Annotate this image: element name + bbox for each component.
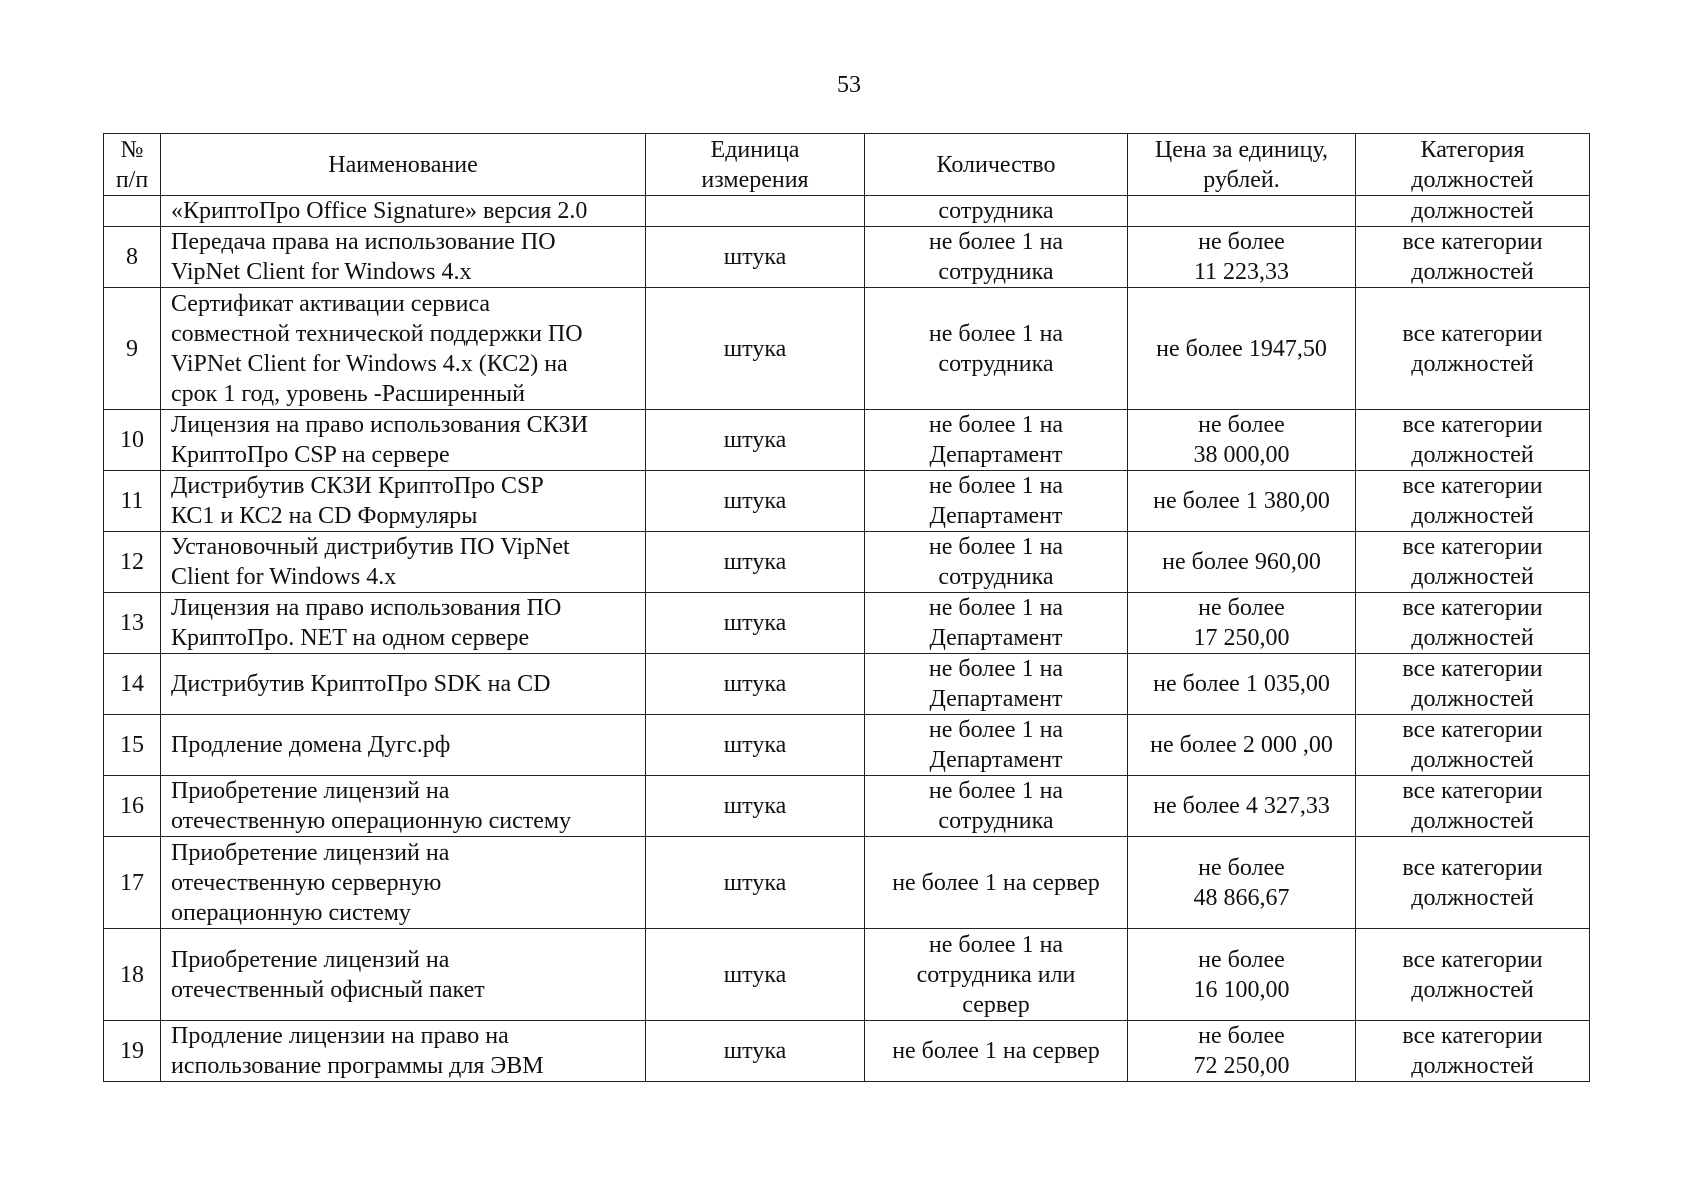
cell-line: все категории <box>1402 534 1543 560</box>
cell-line: не более <box>1198 229 1285 255</box>
cell-name <box>161 715 646 776</box>
cell-line: Передача права на использование ПО <box>171 229 556 255</box>
cell-price <box>1128 1021 1356 1082</box>
cell-line: все категории <box>1402 1023 1543 1049</box>
cell-line: все категории <box>1402 854 1543 881</box>
cell-qty <box>865 410 1128 471</box>
cell-line: не более 2 000 ,00 <box>1150 732 1333 758</box>
cell-line: 15 <box>120 732 144 758</box>
cell-line: все категории <box>1402 595 1543 621</box>
cell-price <box>1128 715 1356 776</box>
cell-line: КС1 и КС2 на CD Формуляры <box>171 503 478 529</box>
cell-line: должностей <box>1411 747 1534 773</box>
cell-line: должностей <box>1411 350 1534 377</box>
cell-unit <box>646 471 865 532</box>
cell-line: должностей <box>1411 1053 1534 1079</box>
cell-line: сотрудника <box>938 198 1054 224</box>
cell-unit <box>646 776 865 837</box>
cell-qty <box>865 837 1128 929</box>
cell-num <box>104 654 161 715</box>
table-header <box>104 134 1590 196</box>
cell-line: операционную систему <box>171 899 411 926</box>
cell-line: 10 <box>120 427 144 453</box>
cell-num <box>104 227 161 288</box>
cell-category <box>1356 837 1590 929</box>
header-unit <box>646 134 865 196</box>
cell-name <box>161 410 646 471</box>
cell-line: отечественный офисный пакет <box>171 976 485 1003</box>
cell-line: не более 1 на <box>928 473 1064 499</box>
cell-num <box>104 410 161 471</box>
cell-qty <box>865 288 1128 410</box>
cell-line: № <box>120 136 144 163</box>
cell-line: все категории <box>1402 946 1543 973</box>
cell-name <box>161 654 646 715</box>
cell-line: 72 250,00 <box>1193 1053 1290 1079</box>
cell-price <box>1128 410 1356 471</box>
table-row <box>104 532 1590 593</box>
cell-category <box>1356 410 1590 471</box>
cell-line: совместной технической поддержки ПО <box>171 320 583 347</box>
cell-line: штука <box>723 732 787 758</box>
cell-line: Приобретение лицензий на <box>171 778 450 804</box>
cell-line: не более <box>1198 595 1285 621</box>
table-row <box>104 1021 1590 1082</box>
cell-name <box>161 593 646 654</box>
cell-category <box>1356 654 1590 715</box>
cell-line: сотрудника <box>938 808 1054 834</box>
cell-num <box>104 288 161 410</box>
cell-line: все категории <box>1402 717 1543 743</box>
cell-num <box>104 196 161 227</box>
cell-price <box>1128 593 1356 654</box>
cell-line: 16 100,00 <box>1193 976 1290 1003</box>
cell-line: должностей <box>1411 198 1534 224</box>
cell-qty <box>865 776 1128 837</box>
cell-name <box>161 532 646 593</box>
header-row <box>104 134 1590 196</box>
cell-line: КриптоПро. NET на одном сервере <box>171 625 530 651</box>
cell-price <box>1128 654 1356 715</box>
cell-line: 8 <box>126 244 138 270</box>
cell-line: должностей <box>1411 976 1534 1003</box>
cell-num <box>104 837 161 929</box>
cell-category <box>1356 593 1590 654</box>
cell-qty <box>865 471 1128 532</box>
cell-line: не более 1 на <box>928 931 1064 958</box>
cell-line: штука <box>723 793 787 819</box>
cell-line: все категории <box>1402 656 1543 682</box>
header-name <box>161 134 646 196</box>
cell-line: Лицензия на право использования СКЗИ <box>171 412 589 438</box>
cell-unit <box>646 593 865 654</box>
cell-line: сотрудника или <box>916 961 1076 988</box>
cell-price <box>1128 196 1356 227</box>
cell-line: VipNet Client for Windows 4.x <box>171 259 472 285</box>
cell-price <box>1128 288 1356 410</box>
cell-line: 18 <box>120 961 144 988</box>
cell-unit <box>646 288 865 410</box>
cell-line: не более 1 380,00 <box>1153 488 1330 514</box>
cell-name <box>161 227 646 288</box>
cell-name <box>161 471 646 532</box>
cell-line: все категории <box>1402 229 1543 255</box>
cell-line: штука <box>723 244 787 270</box>
cell-line: Наименование <box>328 151 478 178</box>
table-row <box>104 593 1590 654</box>
cell-line: Дистрибутив КриптоПро SDK на CD <box>171 671 551 697</box>
cell-line: Департамент <box>929 442 1063 468</box>
cell-line: штука <box>723 549 787 575</box>
cell-line: штука <box>723 610 787 636</box>
cell-line: рублей. <box>1203 166 1280 193</box>
cell-qty <box>865 227 1128 288</box>
cell-line: Client for Windows 4.x <box>171 564 397 590</box>
cell-unit <box>646 837 865 929</box>
cell-price <box>1128 532 1356 593</box>
cell-line: сервер <box>962 991 1030 1018</box>
cell-unit <box>646 654 865 715</box>
cell-line: должностей <box>1411 884 1534 911</box>
cell-line: 9 <box>126 335 138 362</box>
cell-num <box>104 471 161 532</box>
cell-line: отечественную операционную систему <box>171 808 572 834</box>
cell-line: штука <box>723 488 787 514</box>
cell-line: 17 250,00 <box>1193 625 1290 651</box>
cell-line: срок 1 год, уровень -Расширенный <box>171 380 525 407</box>
cell-line: должностей <box>1411 259 1534 285</box>
cell-line: Категория <box>1420 136 1525 163</box>
cell-name <box>161 196 646 227</box>
table-row <box>104 288 1590 410</box>
cell-line: должностей <box>1411 808 1534 834</box>
cell-qty <box>865 593 1128 654</box>
cell-num <box>104 776 161 837</box>
cell-line: 16 <box>120 793 144 819</box>
cell-line: 19 <box>120 1038 144 1064</box>
cell-category <box>1356 929 1590 1021</box>
cell-line: все категории <box>1402 412 1543 438</box>
cell-line: не более 1 на <box>928 229 1064 255</box>
cell-line: не более <box>1198 1023 1285 1049</box>
header-price <box>1128 134 1356 196</box>
cell-line: измерения <box>701 166 809 193</box>
cell-line: Департамент <box>929 625 1063 651</box>
cell-line: штука <box>723 671 787 697</box>
cell-line: не более 1 на <box>928 534 1064 560</box>
header-num <box>104 134 161 196</box>
cell-line: все категории <box>1402 778 1543 804</box>
cell-line: КриптоПро CSP на сервере <box>171 442 450 468</box>
cell-category <box>1356 196 1590 227</box>
cell-line: п/п <box>115 166 149 193</box>
cell-unit <box>646 410 865 471</box>
cell-price <box>1128 929 1356 1021</box>
cell-line: Департамент <box>929 686 1063 712</box>
cell-unit <box>646 196 865 227</box>
cell-line: Цена за единицу, <box>1154 136 1329 163</box>
cell-line: не более 1 на <box>928 778 1064 804</box>
table-row <box>104 929 1590 1021</box>
cell-qty <box>865 196 1128 227</box>
cell-unit <box>646 532 865 593</box>
cell-line: 13 <box>120 610 144 636</box>
table-row <box>104 715 1590 776</box>
cell-line: должностей <box>1411 625 1534 651</box>
cell-line: Департамент <box>929 747 1063 773</box>
cell-line: использование программы для ЭВМ <box>171 1053 544 1079</box>
cell-line: не более <box>1198 946 1285 973</box>
table-row <box>104 776 1590 837</box>
cell-num <box>104 593 161 654</box>
cell-line: штука <box>723 427 787 453</box>
cell-line: не более 1 035,00 <box>1153 671 1330 697</box>
cell-line: 38 000,00 <box>1193 442 1290 468</box>
cell-line: не более <box>1198 412 1285 438</box>
cell-num <box>104 715 161 776</box>
cell-num <box>104 929 161 1021</box>
table-row <box>104 471 1590 532</box>
cell-name <box>161 776 646 837</box>
cell-category <box>1356 227 1590 288</box>
cell-unit <box>646 715 865 776</box>
cell-category <box>1356 776 1590 837</box>
cell-unit <box>646 227 865 288</box>
cell-name <box>161 1021 646 1082</box>
cell-line: должностей <box>1411 442 1534 468</box>
cell-category <box>1356 471 1590 532</box>
cell-line: штука <box>723 961 787 988</box>
cell-line: «КриптоПро Office Signature» версия 2.0 <box>171 198 588 224</box>
table-row <box>104 410 1590 471</box>
cell-line: Приобретение лицензий на <box>171 946 450 973</box>
cell-line: ViPNet Client for Windows 4.x (КС2) на <box>171 350 568 377</box>
cell-unit <box>646 929 865 1021</box>
cell-line: не более 1 на <box>928 595 1064 621</box>
cell-unit <box>646 1021 865 1082</box>
cell-line: Единица <box>710 136 800 163</box>
cell-line: Дистрибутив СКЗИ КриптоПро CSP <box>171 473 544 499</box>
cell-qty <box>865 532 1128 593</box>
cell-line: все категории <box>1402 473 1543 499</box>
cell-qty <box>865 1021 1128 1082</box>
cell-line: должностей <box>1411 166 1534 193</box>
table-body <box>104 196 1590 1082</box>
cell-line: Лицензия на право использования ПО <box>171 595 562 621</box>
cell-line: не более 1 на сервер <box>892 1038 1100 1064</box>
cell-name <box>161 837 646 929</box>
header-qty <box>865 134 1128 196</box>
table-row <box>104 837 1590 929</box>
cell-price <box>1128 227 1356 288</box>
cell-line: штука <box>723 1038 787 1064</box>
cell-line: Количество <box>936 151 1056 178</box>
cell-line: должностей <box>1411 503 1534 529</box>
cell-line: 17 <box>120 869 144 896</box>
cell-line: 12 <box>120 549 144 575</box>
cell-line: Департамент <box>929 503 1063 529</box>
cell-line: не более 960,00 <box>1162 549 1321 575</box>
cell-line: Продление лицензии на право на <box>171 1023 509 1049</box>
cell-line: не более 1 на <box>928 656 1064 682</box>
cell-line: не более 1 на <box>928 717 1064 743</box>
cell-price <box>1128 776 1356 837</box>
cell-line: штука <box>723 335 787 362</box>
cell-line: Установочный дистрибутив ПО VipNet <box>171 534 570 560</box>
cell-line: Продление домена Дугс.рф <box>171 732 451 758</box>
cell-line: отечественную серверную <box>171 869 442 896</box>
cell-price <box>1128 837 1356 929</box>
cell-line: не более 1 на сервер <box>892 869 1100 896</box>
cell-line: должностей <box>1411 686 1534 712</box>
cell-line: Сертификат активации сервиса <box>171 290 491 317</box>
cell-category <box>1356 1021 1590 1082</box>
cell-line: не более 1947,50 <box>1156 335 1327 362</box>
cell-name <box>161 929 646 1021</box>
page-number: 53 <box>837 72 861 98</box>
cell-qty <box>865 654 1128 715</box>
cell-line: не более 1 на <box>928 412 1064 438</box>
cell-name <box>161 288 646 410</box>
cell-line: сотрудника <box>938 259 1054 285</box>
cell-category <box>1356 715 1590 776</box>
cell-price <box>1128 471 1356 532</box>
cell-line: не более 4 327,33 <box>1153 793 1330 819</box>
cell-qty <box>865 715 1128 776</box>
cell-line: штука <box>723 869 787 896</box>
cell-line: 48 866,67 <box>1193 884 1290 911</box>
cell-category <box>1356 288 1590 410</box>
table-row <box>104 196 1590 227</box>
cell-line: 11 <box>120 488 144 514</box>
procurement-table <box>103 133 1590 1082</box>
cell-line: сотрудника <box>938 564 1054 590</box>
cell-line: не более 1 на <box>928 320 1064 347</box>
cell-category <box>1356 532 1590 593</box>
cell-line: не более <box>1198 854 1285 881</box>
header-category <box>1356 134 1590 196</box>
cell-num <box>104 532 161 593</box>
cell-num <box>104 1021 161 1082</box>
cell-line: сотрудника <box>938 350 1054 377</box>
cell-line: 11 223,33 <box>1193 259 1290 285</box>
cell-qty <box>865 929 1128 1021</box>
cell-line: Приобретение лицензий на <box>171 839 450 866</box>
cell-line: должностей <box>1411 564 1534 590</box>
table-row <box>104 654 1590 715</box>
cell-line: 14 <box>120 671 144 697</box>
table-row <box>104 227 1590 288</box>
cell-line: все категории <box>1402 320 1543 347</box>
